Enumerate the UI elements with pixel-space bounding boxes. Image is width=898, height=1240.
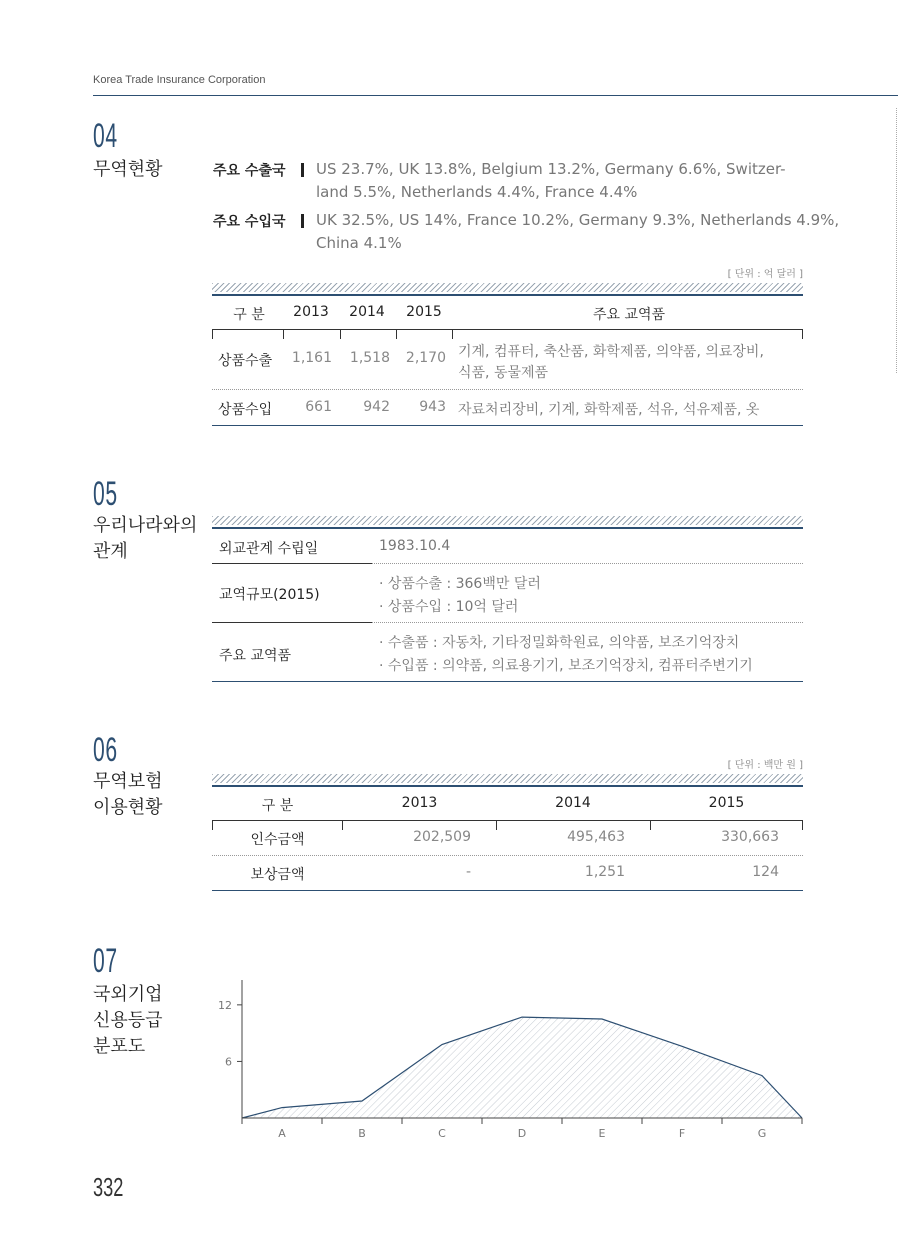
- table-04-header-2014: 2014: [349, 304, 385, 320]
- import-countries-line2: China 4.1%: [316, 234, 402, 252]
- table-04-tick: [452, 329, 453, 339]
- table-04-header-category: 구 분: [233, 307, 265, 323]
- table-04-header-goods: 주요 교역품: [592, 307, 666, 323]
- table-04-row2-2015: 943: [419, 399, 446, 415]
- section-04-number: 04: [93, 117, 118, 155]
- table-04-header-2015: 2015: [406, 304, 442, 320]
- chart-area-fill: [242, 1017, 802, 1118]
- chart-y-tick-label: 12: [218, 998, 232, 1012]
- section-07-number: 07: [93, 942, 118, 980]
- section-04-title: 무역현황: [93, 159, 163, 180]
- table-04-row1-2014: 1,518: [349, 350, 390, 366]
- chart-x-tick-label: G: [757, 1127, 767, 1140]
- table-04-header-rule: [212, 329, 803, 330]
- table-05-row3-value1: · 수출품 : 자동차, 기타정밀화학원료, 의약품, 보조기억장치: [379, 635, 740, 651]
- section-07-title-line2: 신용등급: [93, 1010, 163, 1031]
- table-04-header-2013: 2013: [293, 304, 329, 320]
- chart-x-tick-label: C: [438, 1127, 446, 1140]
- table-04-tick: [283, 329, 284, 339]
- table-06-header-rule: [212, 820, 803, 821]
- table-05-hatch: [212, 516, 803, 525]
- table-04-hatch: [212, 283, 803, 292]
- export-bar-marker: [301, 163, 304, 177]
- table-04-row2-2014: 942: [363, 399, 390, 415]
- table-06-row1-2015: 330,663: [721, 829, 779, 845]
- table-04-tick: [212, 329, 213, 339]
- section-07-title-line3: 분포도: [93, 1036, 146, 1057]
- table-04-tick: [396, 329, 397, 339]
- table-04-row2-goods: 자료처리장비, 기계, 화학제품, 석유, 석유제품, 옷: [458, 402, 760, 418]
- table-04-row1-goods-line1: 기계, 컴퓨터, 축산품, 화학제품, 의약품, 의료장비,: [458, 344, 764, 360]
- table-06-unit: [ 단위 : 백만 원 ]: [727, 760, 803, 771]
- header-org: Korea Trade Insurance Corporation: [93, 74, 266, 86]
- table-06-row2-2014: 1,251: [584, 864, 625, 880]
- table-06-hatch: [212, 774, 803, 783]
- chart-x-tick-label: A: [278, 1127, 286, 1140]
- table-04-row-divider: [212, 389, 803, 390]
- export-countries-line1: US 23.7%, UK 13.8%, Belgium 13.2%, Germany 6.6%, Switzer-: [316, 160, 786, 178]
- table-06-row1-2013: 202,509: [413, 829, 471, 845]
- table-05-row2-value2: · 상품수입 : 10억 달러: [379, 599, 519, 615]
- page-number: 332: [93, 1172, 124, 1202]
- table-06-header-2014: 2014: [555, 795, 591, 811]
- chart-x-tick-label: E: [598, 1127, 606, 1140]
- table-06-top-rule: [212, 785, 803, 787]
- chart-y-tick-label: 6: [225, 1055, 232, 1069]
- import-countries-label: 주요 수입국: [213, 214, 286, 230]
- table-06-header-2013: 2013: [401, 795, 438, 811]
- import-bar-marker: [301, 214, 304, 228]
- table-06-row-divider: [212, 855, 803, 856]
- table-06-header-2015: 2015: [708, 795, 745, 811]
- table-04-row2-2013: 661: [305, 399, 332, 415]
- table-05-row3-label: 주요 교역품: [219, 648, 292, 664]
- table-05-row2-label: 교역규모(2015): [219, 587, 320, 603]
- table-06-tick: [802, 820, 803, 830]
- table-04-row1-2013: 1,161: [291, 350, 332, 366]
- table-05-row-divider: [372, 622, 803, 623]
- side-dotted-rule: [896, 108, 897, 373]
- header-rule: [93, 95, 898, 96]
- section-06-title-line1: 무역보험: [93, 771, 163, 792]
- table-05-bottom-rule: [212, 681, 803, 682]
- chart-x-tick-label: D: [517, 1127, 527, 1140]
- table-05-label-rule: [212, 563, 372, 564]
- section-07-title-line1: 국외기업: [93, 984, 163, 1005]
- table-04-row2-label: 상품수입: [218, 402, 273, 418]
- chart-x-tick-label: B: [358, 1127, 366, 1140]
- section-06-title-line2: 이용현황: [93, 797, 163, 818]
- export-countries-line2: land 5.5%, Netherlands 4.4%, France 4.4%: [316, 183, 638, 201]
- section-05-number: 05: [93, 475, 118, 513]
- table-05-row3-value2: · 수입품 : 의약품, 의료용기기, 보조기억장치, 컴퓨터주변기기: [379, 658, 753, 674]
- table-04-tick: [340, 329, 341, 339]
- table-05-label-rule: [212, 622, 372, 623]
- table-06-row1-2014: 495,463: [567, 829, 625, 845]
- table-05-row1-label: 외교관계 수립일: [219, 541, 319, 557]
- table-06-header-category: 구 분: [261, 798, 294, 814]
- credit-rating-chart: [200, 980, 815, 1150]
- table-06-row2-2015: 124: [752, 864, 779, 880]
- chart-x-tick-label: F: [678, 1127, 686, 1140]
- section-05-title-line1: 우리나라와의: [93, 515, 198, 536]
- table-04-top-rule: [212, 294, 803, 296]
- table-04-row1-label: 상품수출: [218, 353, 273, 369]
- table-04-unit: [ 단위 : 억 달러 ]: [727, 269, 803, 280]
- table-06-row1-label: 인수금액: [250, 832, 305, 848]
- table-04-bottom-rule: [212, 425, 803, 426]
- section-06-number: 06: [93, 731, 118, 769]
- table-05-top-rule: [212, 527, 803, 529]
- table-04-tick: [802, 329, 803, 339]
- table-05-row2-value1: · 상품수출 : 366백만 달러: [379, 576, 541, 592]
- table-05-row1-value: 1983.10.4: [379, 538, 451, 554]
- export-countries-label: 주요 수출국: [213, 163, 286, 179]
- section-05-title-line2: 관계: [93, 541, 128, 562]
- table-06-row2-label: 보상금액: [250, 867, 305, 883]
- table-04-row1-2015: 2,170: [405, 350, 446, 366]
- table-05-row-divider: [372, 563, 803, 564]
- table-04-row1-goods-line2: 식품, 동물제품: [458, 365, 549, 381]
- import-countries-line1: UK 32.5%, US 14%, France 10.2%, Germany 9.3%, Netherlands 4.9%,: [316, 211, 840, 229]
- table-06-bottom-rule: [212, 890, 803, 891]
- table-06-row2-2013: -: [465, 864, 471, 880]
